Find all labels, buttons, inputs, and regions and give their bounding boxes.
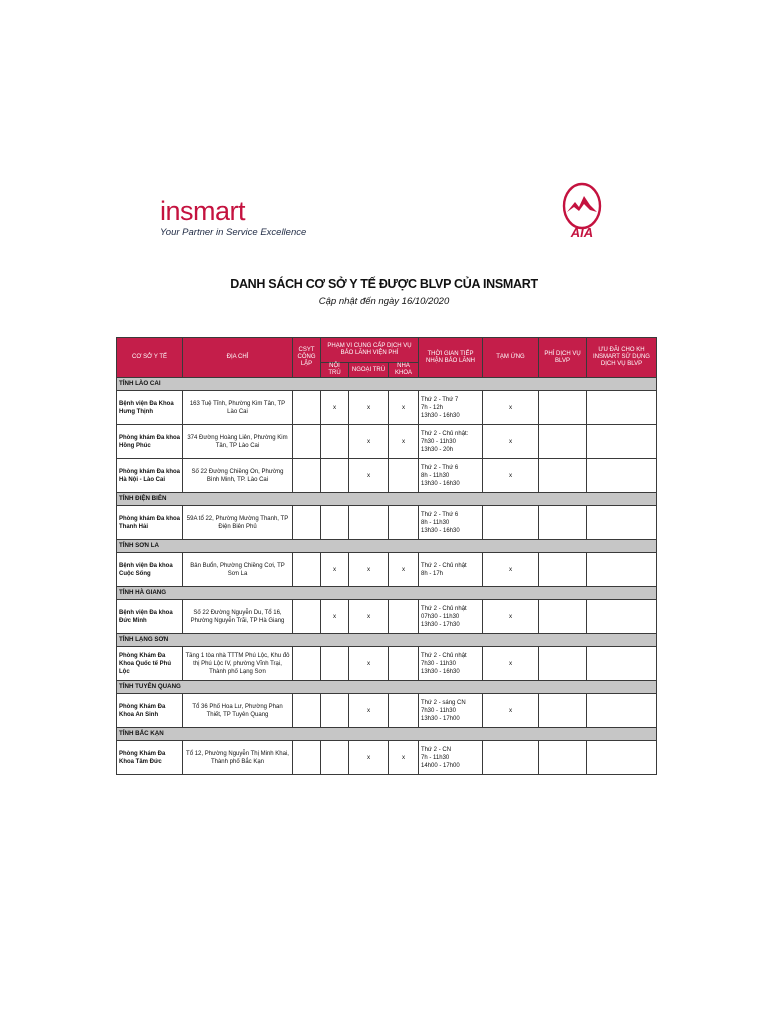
ngoai-tru-cell: x: [349, 553, 389, 587]
facility-name: Phòng khám Đa khoa Hà Nội - Lào Cai: [117, 459, 183, 493]
hours-cell: [419, 506, 483, 540]
hours-line: 13h30 - 16h30: [421, 412, 460, 419]
facility-name: Bệnh viện Đa khoa Cuộc Sống: [117, 553, 183, 587]
benefit-cell: [587, 600, 657, 634]
hours-line: Thứ 2 - Thứ 6: [421, 464, 459, 471]
hours-line: 7h - 11h30: [421, 754, 450, 761]
col-ngoai-tru: NGOẠI TRÚ: [349, 363, 389, 378]
table-row: [117, 600, 657, 634]
hours-line: Thứ 2 - sáng CN: [421, 699, 466, 706]
province-label: TỈNH LẠNG SƠN: [117, 634, 657, 647]
col-noi-tru: NỘI TRÚ: [321, 363, 349, 378]
hours-cell: [419, 647, 483, 681]
facility-name: Phòng Khám Đa Khoa Quốc tế Phú Lộc: [117, 647, 183, 681]
facility-address: Số 22 Đường Chiềng On, Phường Bình Minh, TP. Lào Cai: [183, 459, 293, 493]
hours-cell: [419, 600, 483, 634]
col-fee: PHÍ DỊCH VỤ BLVP: [539, 338, 587, 378]
nha-khoa-cell: [389, 647, 419, 681]
table-row: [117, 741, 657, 775]
table-row: [117, 391, 657, 425]
nha-khoa-cell: x: [389, 553, 419, 587]
benefit-cell: [587, 459, 657, 493]
facility-address: Bản Buổn, Phường Chiềng Cơi, TP Sơn La: [183, 553, 293, 587]
nha-khoa-cell: x: [389, 741, 419, 775]
col-facility: CƠ SỞ Y TẾ: [117, 338, 183, 378]
noi-tru-cell: [321, 741, 349, 775]
noi-tru-cell: [321, 506, 349, 540]
advance-cell: x: [483, 425, 539, 459]
province-row: [117, 634, 657, 647]
public-cell: [293, 425, 321, 459]
facility-table: [116, 337, 657, 775]
noi-tru-cell: [321, 647, 349, 681]
insmart-logo: [160, 196, 307, 247]
hours-line: 8h - 17h: [421, 570, 444, 577]
hours-line: 13h30 - 17h00: [421, 715, 460, 722]
public-cell: [293, 600, 321, 634]
facility-address: Tổ 36 Phố Hoa Lư, Phường Phan Thiết, TP Tuyên Quang: [183, 694, 293, 728]
public-cell: [293, 741, 321, 775]
col-nha-khoa: NHA KHOA: [389, 363, 419, 378]
facility-address: Tổ 12, Phường Nguyễn Thị Minh Khai, Thành phố Bắc Kạn: [183, 741, 293, 775]
hours-line: 8h - 11h30: [421, 519, 450, 526]
fee-cell: [539, 506, 587, 540]
hours-line: 13h30 - 17h30: [421, 621, 460, 628]
table-row: [117, 553, 657, 587]
advance-cell: x: [483, 647, 539, 681]
facility-name: Phòng Khám Đa Khoa An Sinh: [117, 694, 183, 728]
benefit-cell: [587, 647, 657, 681]
noi-tru-cell: [321, 459, 349, 493]
fee-cell: [539, 741, 587, 775]
hours-line: 7h30 - 11h30: [421, 438, 456, 445]
ngoai-tru-cell: x: [349, 391, 389, 425]
hours-cell: [419, 425, 483, 459]
nha-khoa-cell: [389, 506, 419, 540]
facility-name: Phòng khám Đa khoa Hồng Phúc: [117, 425, 183, 459]
facility-name: Bệnh viện Đa Khoa Hưng Thịnh: [117, 391, 183, 425]
public-cell: [293, 647, 321, 681]
ngoai-tru-cell: x: [349, 741, 389, 775]
nha-khoa-cell: [389, 459, 419, 493]
ngoai-tru-cell: [349, 506, 389, 540]
province-label: TỈNH ĐIỆN BIÊN: [117, 493, 657, 506]
hours-cell: [419, 391, 483, 425]
table-row: [117, 459, 657, 493]
hours-line: 07h30 - 11h30: [421, 613, 460, 620]
hours-cell: [419, 741, 483, 775]
page-subtitle: Cập nhật đến ngày 16/10/2020: [318, 296, 450, 307]
province-label: TỈNH BẮC KẠN: [117, 728, 657, 741]
hours-line: 7h30 - 11h30: [421, 660, 456, 667]
facility-address: 163 Tuệ Tĩnh, Phường Kim Tân, TP Lào Cai: [183, 391, 293, 425]
province-label: TỈNH LÀO CAI: [117, 378, 657, 391]
nha-khoa-cell: [389, 694, 419, 728]
col-address: ĐỊA CHỈ: [183, 338, 293, 378]
fee-cell: [539, 647, 587, 681]
fee-cell: [539, 600, 587, 634]
noi-tru-cell: [321, 694, 349, 728]
public-cell: [293, 459, 321, 493]
facility-address: 59A tổ 22, Phường Mường Thanh, TP Điện Biên Phủ: [183, 506, 293, 540]
advance-cell: x: [483, 553, 539, 587]
hours-line: 8h - 11h30: [421, 472, 450, 479]
table-row: [117, 425, 657, 459]
ngoai-tru-cell: x: [349, 647, 389, 681]
hours-line: Thứ 2 - Thứ 6: [421, 511, 459, 518]
hours-cell: [419, 553, 483, 587]
hours-line: 13h30 - 16h30: [421, 527, 460, 534]
fee-cell: [539, 553, 587, 587]
province-row: [117, 587, 657, 600]
hours-line: Thứ 2 - Chủ nhật: [421, 605, 467, 612]
nha-khoa-cell: x: [389, 391, 419, 425]
hours-line: 7h30 - 11h30: [421, 707, 456, 714]
table-body: [117, 378, 657, 775]
hours-line: Thứ 2 - Thứ 7: [421, 396, 459, 403]
noi-tru-cell: x: [321, 553, 349, 587]
col-scope: PHẠM VI CUNG CẤP DỊCH VỤ BẢO LÃNH VIỆN PHÍ: [321, 338, 419, 363]
col-benefit: ƯU ĐÃI CHO KH INSMART SỬ DỤNG DỊCH VỤ BLVP: [587, 338, 657, 378]
hours-cell: [419, 459, 483, 493]
col-public: CSYT CÔNG LẬP: [293, 338, 321, 378]
public-cell: [293, 506, 321, 540]
advance-cell: [483, 741, 539, 775]
hours-line: 7h - 12h: [421, 404, 444, 411]
table-row: [117, 647, 657, 681]
page-title: DANH SÁCH CƠ SỞ Y TẾ ĐƯỢC BLVP CỦA INSMART: [230, 277, 538, 291]
facility-address: Tầng 1 tòa nhà TTTM Phú Lộc, Khu đô thị Phú Lộc IV, phường Vĩnh Trại, Thành phố Lạng Sơn: [183, 647, 293, 681]
province-label: TỈNH HÀ GIANG: [117, 587, 657, 600]
benefit-cell: [587, 741, 657, 775]
benefit-cell: [587, 391, 657, 425]
benefit-cell: [587, 553, 657, 587]
facility-address: Số 22 Đường Nguyễn Du, Tổ 16, Phường Nguyễn Trãi, TP Hà Giang: [183, 600, 293, 634]
public-cell: [293, 391, 321, 425]
fee-cell: [539, 391, 587, 425]
hours-line: 14h00 - 17h00: [421, 762, 460, 769]
facility-name: Phòng Khám Đa Khoa Tâm Đức: [117, 741, 183, 775]
advance-cell: x: [483, 459, 539, 493]
province-row: [117, 728, 657, 741]
noi-tru-cell: [321, 425, 349, 459]
facility-name: Bệnh viện Đa khoa Đức Minh: [117, 600, 183, 634]
advance-cell: x: [483, 600, 539, 634]
hours-line: 13h30 - 16h30: [421, 480, 460, 487]
province-row: [117, 493, 657, 506]
ngoai-tru-cell: x: [349, 694, 389, 728]
public-cell: [293, 553, 321, 587]
aia-logo-text: AIA: [570, 225, 594, 240]
province-row: [117, 540, 657, 553]
fee-cell: [539, 459, 587, 493]
advance-cell: x: [483, 694, 539, 728]
nha-khoa-cell: x: [389, 425, 419, 459]
public-cell: [293, 694, 321, 728]
fee-cell: [539, 425, 587, 459]
facility-address: 374 Đường Hoàng Liên, Phường Kim Tân, TP Lào Cai: [183, 425, 293, 459]
hours-line: Thứ 2 - Chủ nhật: [421, 652, 467, 659]
col-hours: THỜI GIAN TIẾP NHẬN BẢO LÃNH: [419, 338, 483, 378]
advance-cell: x: [483, 391, 539, 425]
hours-line: 13h30 - 20h: [421, 446, 454, 453]
ngoai-tru-cell: x: [349, 600, 389, 634]
ngoai-tru-cell: x: [349, 425, 389, 459]
fee-cell: [539, 694, 587, 728]
table-row: [117, 694, 657, 728]
table-row: [117, 506, 657, 540]
aia-logo: [560, 182, 604, 242]
insmart-tagline: Your Partner in Service Excellence: [160, 227, 307, 238]
hours-line: Thứ 2 - Chủ nhật:: [421, 430, 469, 437]
col-advance: TẠM ỨNG: [483, 338, 539, 378]
facility-name: Phòng khám Đa khoa Thanh Hải: [117, 506, 183, 540]
province-row: [117, 681, 657, 694]
hours-line: Thứ 2 - CN: [421, 746, 452, 753]
insmart-logo-text: insmart: [160, 196, 246, 226]
advance-cell: [483, 506, 539, 540]
benefit-cell: [587, 425, 657, 459]
noi-tru-cell: x: [321, 391, 349, 425]
hours-line: Thứ 2 - Chủ nhật: [421, 562, 467, 569]
benefit-cell: [587, 506, 657, 540]
province-label: TỈNH SƠN LA: [117, 540, 657, 553]
province-row: [117, 378, 657, 391]
ngoai-tru-cell: x: [349, 459, 389, 493]
benefit-cell: [587, 694, 657, 728]
noi-tru-cell: x: [321, 600, 349, 634]
hours-line: 13h30 - 16h30: [421, 668, 460, 675]
province-label: TỈNH TUYÊN QUANG: [117, 681, 657, 694]
nha-khoa-cell: [389, 600, 419, 634]
hours-cell: [419, 694, 483, 728]
